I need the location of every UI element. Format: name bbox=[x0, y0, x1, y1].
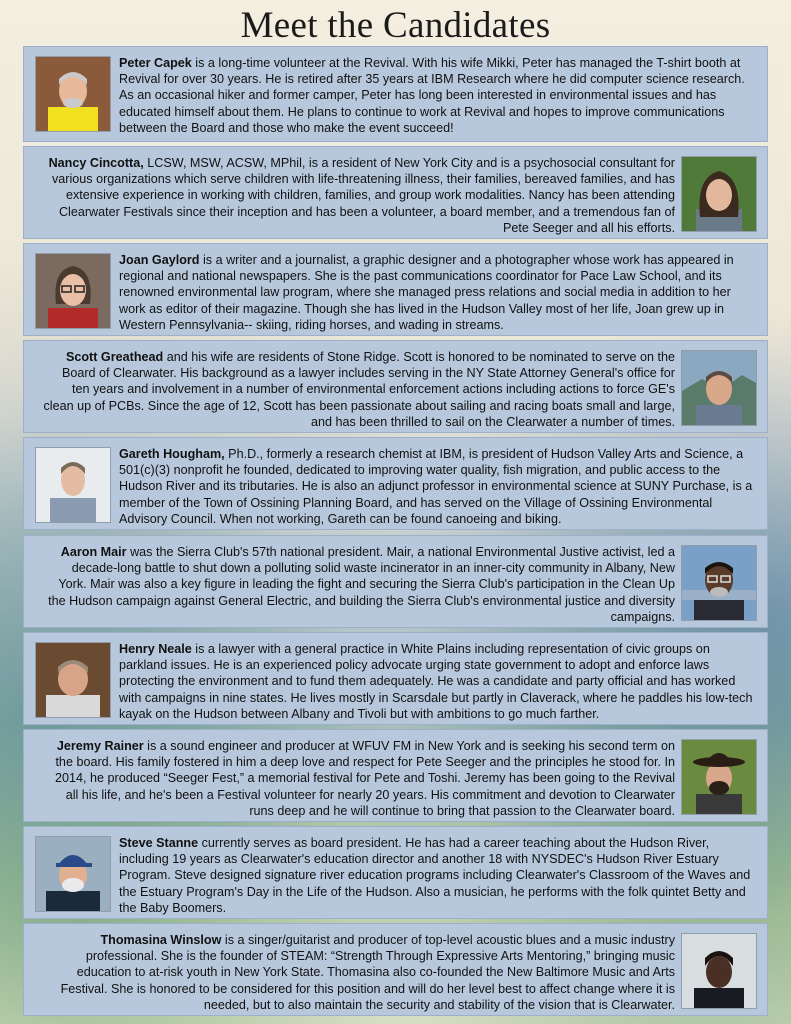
candidate-bio: Scott Greathead and his wife are residents of Stone Ridge. Scott is honored to be nominated to serve on the Board of Clearwater. His background as a lawyer includes serving in the NY State Attorney General's office for ten years and involvement in a number of environmental enforcement actions including actions to force GE's clean up of PCBs. Since the age of 12, Scott has been passionate about sailing and racing boats small and large, and has been thrilled to sail on the Clearwater a number of times. bbox=[43, 350, 675, 429]
candidate-card-joan-gaylord bbox=[23, 243, 768, 336]
candidate-name: Gareth Hougham, bbox=[119, 447, 225, 461]
candidate-name: Scott Greathead bbox=[65, 350, 164, 364]
candidate-name: Jeremy Rainer bbox=[56, 739, 144, 753]
candidate-card-nancy-cincotta bbox=[23, 146, 768, 239]
candidate-bio: Aaron Mair was the Sierra Club's 57th national president. Mair, a national Environmental Justive activist, led a decade-long battle to shut down a polluting solid waste incinerator in an inner-city community in Albany, New York. Mair was also a key figure in leading the fight and securing the Sierra Club's participation in the Clean Up the Hudson campaign against General Electric, and building the Sierra Club's environmental justice and diversity campaigns. bbox=[48, 545, 675, 624]
candidate-bio: Gareth Hougham, Ph.D., formerly a research chemist at IBM, is president of Hudson Valley Arts and Science, a 501(c)(3) nonprofit he founded, dedicated to improving water quality, fish migration, and public access to the Hudson River and its tributaries. He is also an adjunct professor in environmental science at SUNY Purchase, is a member of the Town of Ossining Planning Board, and has served on the Village of Ossining Environmental Advisory Council. When not working, Gareth can be found canoeing and biking. bbox=[119, 447, 753, 526]
candidate-photo bbox=[35, 836, 111, 912]
candidate-name: Aaron Mair bbox=[60, 545, 127, 559]
candidate-card-steve-stanne bbox=[23, 826, 768, 919]
candidate-photo bbox=[681, 739, 757, 815]
page-title: Meet the Candidates bbox=[240, 5, 551, 46]
candidate-bio: Thomasina Winslow is a singer/guitarist and producer of top-level acoustic blues and a music industry professional. She is the founder of STEAM: “Strength Through Expressive Arts Mentoring,” bringing music education to at-risk youth in New York State. Thomasina also co-founded the New Baltimore Music and Arts Festival. She is honored to be considered for this position and will do her level best to affect change where it is needed, but to also maintain the security and stability of the vision that is Clearwater. bbox=[60, 933, 675, 1012]
candidate-photo bbox=[35, 56, 111, 132]
candidate-card-gareth-hougham bbox=[23, 437, 768, 530]
candidate-bio: Joan Gaylord is a writer and a journalist, a graphic designer and a photographer whose work has appeared in regional and national newspapers. She is the past communications coordinator for Pace Law School, and its renowned environmental law program, where she managed press relations and social media in addition to her work as editor of their magazine. Though she has lived in the Hudson Valley most of her life, Joan grew up in Western Pennsylvania-- skiing, riding horses, and wading in streams. bbox=[119, 253, 734, 332]
candidate-bio: Henry Neale is a lawyer with a general practice in White Plains including representation of civic groups on parkland issues. He is an experienced policy advocate urging state government to adopt and enforce laws protecting the environment and to fund them adequately. He was a candidate and party official and has worked with campaigns in nine states. He lives mostly in Scarsdale but partly in Claverack, where he paddles his low-tech kayak on the Hudson between Albany and Tivoli but with ambitions to go much farther. bbox=[119, 642, 753, 721]
candidate-photo bbox=[681, 156, 757, 232]
candidate-name: Henry Neale bbox=[119, 642, 192, 656]
candidate-card-henry-neale bbox=[23, 632, 768, 725]
candidate-photo bbox=[681, 933, 757, 1009]
candidate-photo bbox=[35, 642, 111, 718]
candidate-photo bbox=[35, 253, 111, 329]
candidate-card-aaron-mair bbox=[23, 535, 768, 628]
candidate-photo bbox=[35, 447, 111, 523]
candidate-name: Joan Gaylord bbox=[119, 253, 200, 267]
candidate-name: Nancy Cincotta, bbox=[48, 156, 144, 170]
candidate-photo bbox=[681, 545, 757, 621]
candidate-bio: Steve Stanne currently serves as board president. He has had a career teaching about the Hudson River, including 19 years as Clearwater's education director and another 18 with NYSDEC's Hudson River Estuary Program. Steve designed signature river education programs including Clearwater's Classroom of the Waves and the Estuary Program's Day in the Life of the Hudson. Also a musician, he performs with the folk quintet Betty and the Baby Boomers. bbox=[119, 836, 751, 915]
candidate-card-scott-greathead bbox=[23, 340, 768, 433]
candidate-photo bbox=[681, 350, 757, 426]
candidate-name: Peter Capek bbox=[119, 56, 192, 70]
candidate-card-jeremy-rainer bbox=[23, 729, 768, 822]
candidate-bio: Nancy Cincotta, LCSW, MSW, ACSW, MPhil, is a resident of New York City and is a psychosocial consultant for various organizations which serve children with life-threatening illness, their families, bereaved families, and has extensive experience in working with children, families, and group work modalities. Nancy has been attending Clearwater Festivals since their inception and has been a volunteer, a board member, and a tremendous fan of Pete Seeger and all his efforts. bbox=[48, 156, 675, 235]
candidate-bio: Peter Capek is a long-time volunteer at the Revival. With his wife Mikki, Peter has managed the T-shirt booth at Revival for over 30 years. He is retired after 35 years at IBM Research where he did computer science research. As an occasional hiker and former camper, Peter has long been interested in environmental issues and has educated himself about them. He plans to continue to work at Revival and hopes to improve communications between the Board and those who make the event succeed! bbox=[119, 56, 745, 135]
candidate-card-thomasina-winslow bbox=[23, 923, 768, 1016]
candidate-name: Thomasina Winslow bbox=[100, 933, 222, 947]
candidate-card-peter-capek bbox=[23, 46, 768, 142]
candidate-bio: Jeremy Rainer is a sound engineer and producer at WFUV FM in New York and is seeking his second term on the board. His family fostered in him a deep love and respect for Pete Seeger and the principles he stood for. In 2014, he produced “Seeger Fest,” a memorial festival for Pete and Toshi. Jeremy has been going to the Revival all his life, and he's been a Festival volunteer for nearly 20 years. His commitment and devotion to Clearwater runs deep and he will continue to bring that passion to the Clearwater board. bbox=[54, 739, 675, 818]
candidate-name: Steve Stanne bbox=[119, 836, 199, 850]
